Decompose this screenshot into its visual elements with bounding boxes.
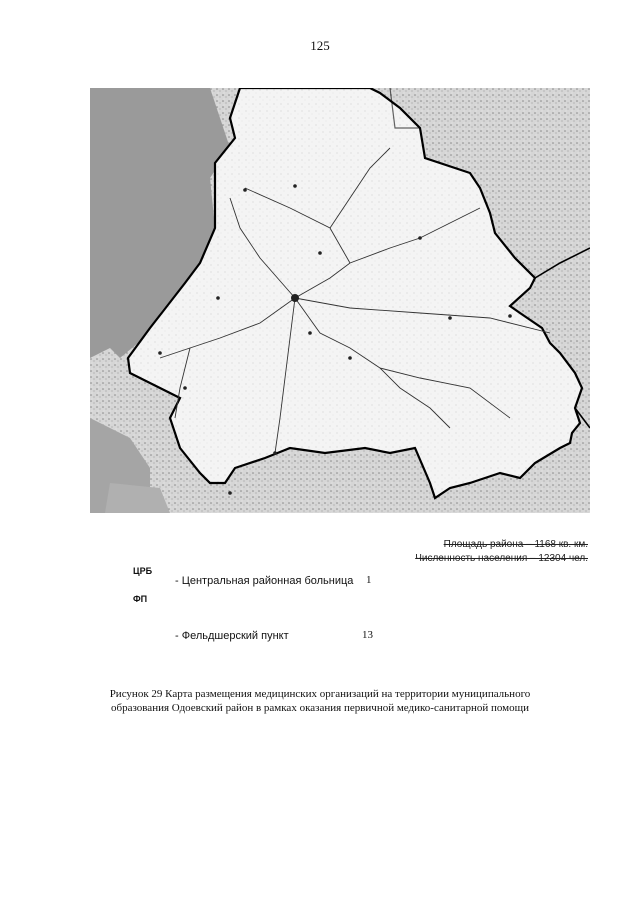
legend-desc-fp: - Фельдшерский пункт [175,630,289,642]
caption-line-2: образования Одоевский район в рамках оказания первичной медико-санитарной помощи [111,702,529,714]
district-stats [415,538,588,566]
legend-count-fp: 13 [362,629,373,641]
legend-abbr-fp: ФП [133,594,148,604]
caption-line-1: Рисунок 29 Карта размещения медицинских организаций на территории муниципального [109,688,531,700]
page-number: 125 [310,38,330,53]
district-map [90,88,590,513]
figure-caption [60,687,580,715]
legend-count-crb: 1 [366,574,372,586]
legend-desc-crb: - Центральная районная больница [175,575,354,587]
district-population: Численность населения – 12304 чел. [415,553,588,564]
legend-abbr-crb: ЦРБ [133,566,153,576]
district-area: Площадь района – 1168 кв. км. [443,539,588,550]
